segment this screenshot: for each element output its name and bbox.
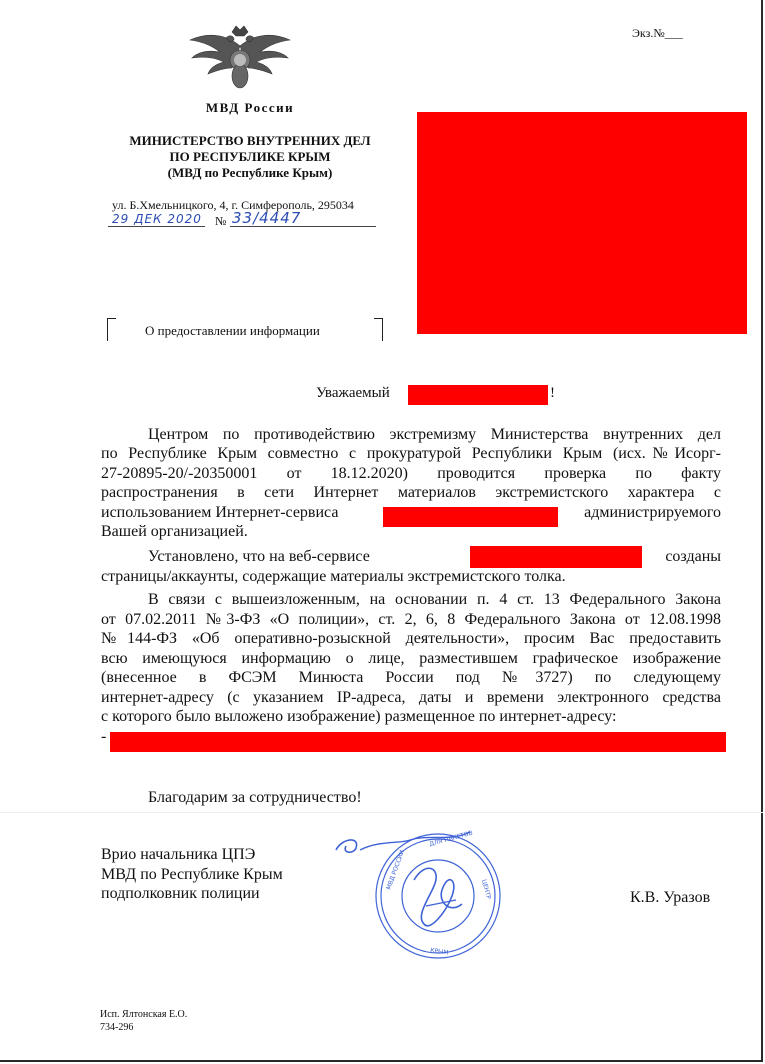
official-stamp-with-signature bbox=[330, 820, 520, 960]
number-handwritten: 33/4447 bbox=[232, 209, 302, 227]
signer-name: К.В. Уразов bbox=[630, 889, 711, 906]
paragraph-line: использованием Интернет-сервиса bbox=[101, 504, 339, 521]
executor-name: Исп. Ялтонская Е.О. bbox=[100, 1009, 188, 1020]
svg-text:ЦЕНТР: ЦЕНТР bbox=[480, 878, 493, 901]
redacted-recipient-name bbox=[408, 385, 548, 405]
fold-line bbox=[0, 812, 763, 813]
paragraph-line: всю имеющуюся информацию о лице, разместившем графическое изображение bbox=[101, 650, 721, 667]
signatory-title-line: Врио начальника ЦПЭ bbox=[101, 846, 256, 863]
paragraph-line: страницы/аккаунты, содержащие материалы экстремистского толка. bbox=[101, 568, 566, 585]
svg-text:КРЫМ: КРЫМ bbox=[429, 947, 449, 957]
paragraph-line: Вашей организацией. bbox=[101, 523, 248, 540]
redacted-recipient-block bbox=[417, 112, 747, 334]
redacted-url bbox=[110, 732, 726, 752]
subject-bracket-right bbox=[374, 318, 383, 341]
subject-bracket-left bbox=[107, 318, 116, 341]
paragraph-line: Центром по противодействию экстремизму Министерства внутренних дел bbox=[148, 426, 721, 443]
org-full-line: (МВД по Республике Крым) bbox=[167, 165, 333, 180]
paragraph-line: (внесенное в ФСЭМ Минюста России под №3727) по следующему bbox=[101, 669, 721, 686]
greeting-prefix: Уважаемый bbox=[316, 385, 390, 401]
paragraph-line: №144-ФЗ «Об оперативно-розыскной деятельности», просим Вас предоставить bbox=[101, 630, 721, 647]
org-full-line: МИНИСТЕРСТВО ВНУТРЕННИХ ДЕЛ bbox=[129, 133, 371, 148]
paragraph-line: по Республике Крым совместно с прокуратурой Республики Крым (исх.№Исорг- bbox=[101, 445, 721, 462]
signatory-title-line: МВД по Республике Крым bbox=[101, 865, 283, 883]
thanks-line: Благодарим за сотрудничество! bbox=[148, 789, 362, 806]
svg-text:МВД РОССИИ: МВД РОССИИ bbox=[385, 849, 407, 891]
org-short-name: МВД России bbox=[205, 100, 295, 115]
signatory-title bbox=[101, 845, 283, 904]
signatory-title-line: подполковник полиции bbox=[101, 885, 260, 902]
paragraph-line: Установлено, что на веб-сервисе bbox=[148, 548, 370, 565]
paragraph-line: интернет-адресу (с указанием IP-адреса, даты и времени электронного средства bbox=[101, 689, 721, 706]
paragraph-line: - bbox=[101, 728, 107, 745]
date-handwritten: 29 ДЕК 2020 bbox=[112, 212, 202, 226]
paragraph-line: администрируемого bbox=[584, 504, 721, 521]
date-underline bbox=[108, 226, 205, 227]
paragraph-line: распространения в сети Интернет материалов экстремистского характера с bbox=[101, 484, 721, 501]
org-full-name bbox=[100, 133, 400, 181]
org-address: ул. Б.Хмельницкого, 4, г. Симферополь, 295034 bbox=[112, 198, 354, 212]
paragraph-line: созданы bbox=[665, 548, 721, 565]
redacted-web-service bbox=[470, 546, 642, 568]
executor-phone: 734-296 bbox=[100, 1022, 134, 1033]
svg-text:ДЛЯ ПАКЕТОВ: ДЛЯ ПАКЕТОВ bbox=[428, 829, 474, 848]
paragraph-line: В связи с вышеизложенным, на основании п. 4 ст. 13 Федерального Закона bbox=[148, 591, 721, 608]
executor-footer bbox=[100, 1008, 187, 1034]
org-full-line: ПО РЕСПУБЛИКЕ КРЫМ bbox=[169, 149, 331, 164]
paragraph-line: от 07.02.2011 №3-ФЗ «О полиции», ст. 2, 6, 8 Федерального Закона от 12.08.1998 bbox=[101, 611, 721, 628]
copy-number-label: Экз.№___ bbox=[632, 26, 683, 40]
paragraph-line: 27-20895-20/-20350001 от 18.12.2020) проводится проверка по факту bbox=[101, 465, 721, 482]
greeting-suffix: ! bbox=[550, 385, 555, 401]
double-headed-eagle-emblem bbox=[186, 24, 294, 96]
number-label: № bbox=[215, 214, 227, 228]
subject-line: О предоставлении информации bbox=[145, 323, 320, 338]
paragraph-line: с которого было выложено изображение) размещенное по интернет-адресу: bbox=[101, 708, 617, 725]
